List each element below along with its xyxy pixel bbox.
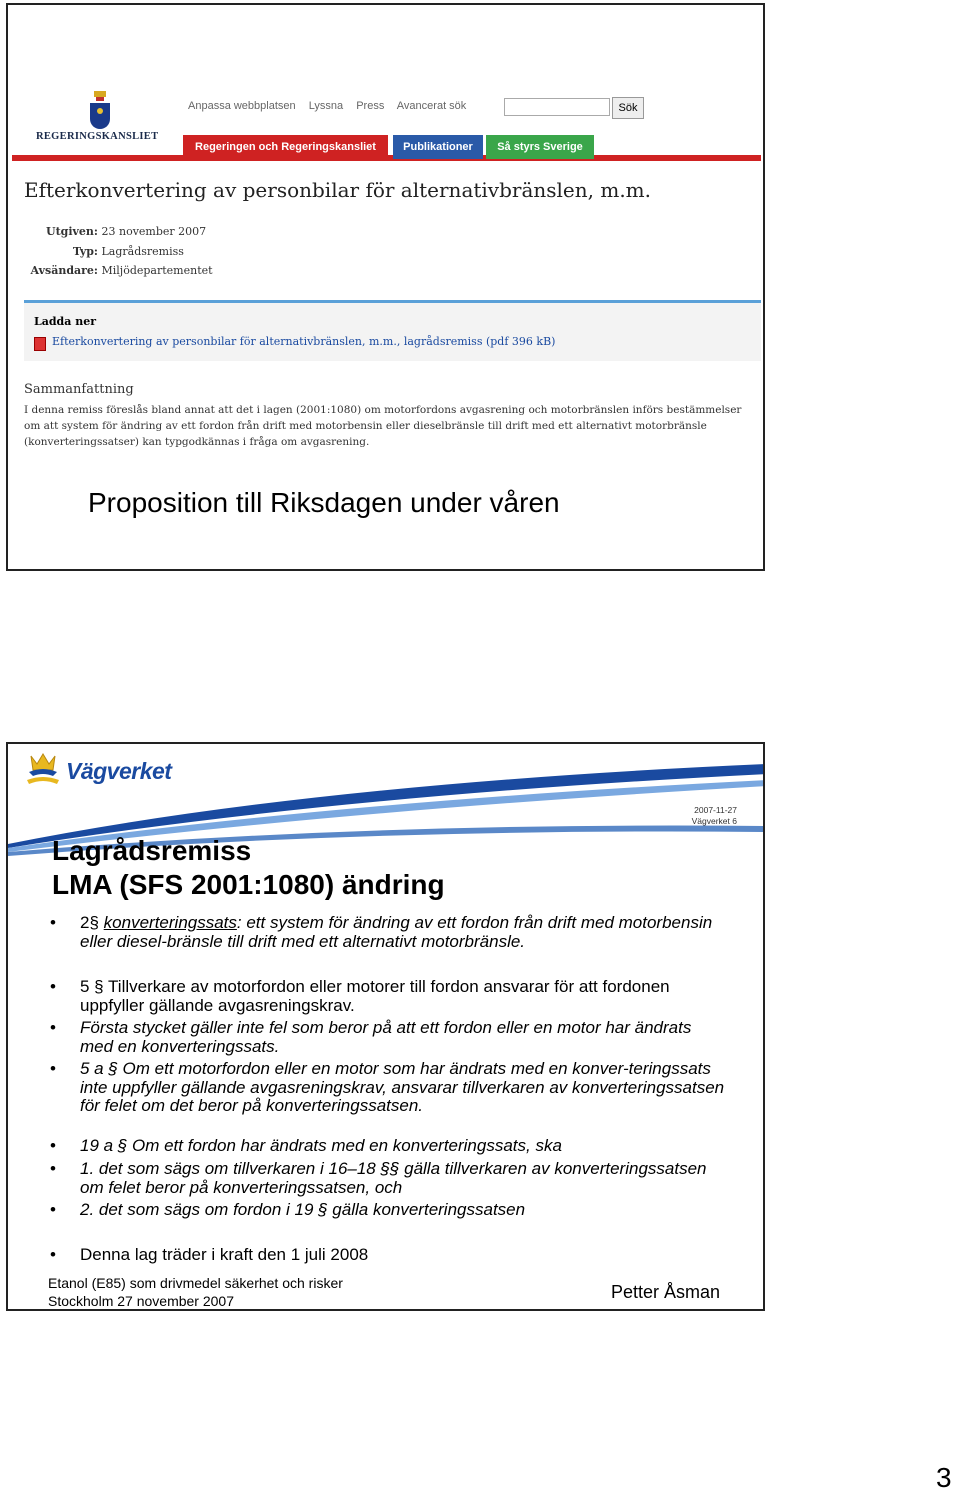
search-button[interactable]: Sök <box>612 97 644 119</box>
bullet-list <box>48 1201 728 1220</box>
bullet-list <box>48 1246 728 1265</box>
section-number: 2 <box>80 913 90 932</box>
bullet-list <box>48 914 728 951</box>
bullet-list <box>48 1019 728 1056</box>
meta-label: Avsändare: <box>30 264 98 277</box>
bullet-item <box>48 914 728 951</box>
slide-1 <box>6 3 765 571</box>
title-line: LMA (SFS 2001:1080) ändring <box>52 869 445 900</box>
meta-value: Miljödepartementet <box>101 264 213 277</box>
website-screenshot <box>12 5 761 469</box>
bullet-list <box>48 1137 728 1156</box>
slide-footer <box>48 1274 343 1310</box>
meta-row <box>24 245 184 258</box>
nav-link[interactable]: Press <box>356 100 385 112</box>
download-link[interactable]: Efterkonvertering av personbilar för alternativbränslen, m.m., lagrådsremiss (pdf 396 kB) <box>52 335 556 348</box>
footer-event: Etanol (E85) som drivmedel säkerhet och risker <box>48 1275 343 1291</box>
crown-crest-icon <box>34 85 164 153</box>
bullet-list <box>48 1060 728 1116</box>
meta-label: Typ: <box>72 245 98 258</box>
top-navigation <box>188 100 476 112</box>
tab-publikationer[interactable]: Publikationer <box>393 135 483 159</box>
section-symbol: § <box>89 913 99 932</box>
search-input[interactable] <box>504 98 610 116</box>
bullet-item: • Första stycket gäller inte fel som beror på att ett fordon eller en motor har ändrats med en konverteringssats. <box>48 1019 728 1056</box>
logo-text: REGERINGSKANSLIET <box>36 131 159 142</box>
slide-title <box>52 834 445 902</box>
download-heading: Ladda ner <box>34 315 96 328</box>
slide-date: 2007-11-27 <box>694 805 737 815</box>
nav-link[interactable]: Avancerat sök <box>396 100 467 112</box>
nav-link[interactable]: Anpassa webbplatsen <box>188 100 296 112</box>
meta-row <box>24 264 213 277</box>
bullet-item: • 5 a § Om ett motorfordon eller en motor som har ändrats med en konver-teringssats inte uppfyller gällande avgasreningskrav, ansvarar tillverkaren av konverteringssatsen för felet om det beror på konverteringssatsen. <box>48 1060 728 1116</box>
page-title: Efterkonvertering av personbilar för alternativbränslen, m.m. <box>24 178 652 202</box>
author-name: Petter Åsman <box>611 1282 721 1302</box>
bullet-item: • 2. det som sägs om fordon i 19 § gälla konverteringssatsen <box>48 1201 728 1220</box>
slide-date-info <box>692 805 737 827</box>
title-line: Lagrådsremiss <box>52 835 252 866</box>
bullet-item: • 19 a § Om ett fordon har ändrats med en konverteringssats, ska <box>48 1137 728 1156</box>
meta-row <box>24 225 206 238</box>
download-box <box>24 300 761 361</box>
nav-link[interactable]: Lyssna <box>308 100 344 112</box>
bullet-text: : ett system för ändring av ett fordon från drift med motorbensin eller diesel-bränsle till drift med ett alternativt motorbränsle. <box>80 913 713 951</box>
defined-term: konverteringssats <box>103 913 237 932</box>
slide-org-page: Vägverket 6 <box>691 816 737 826</box>
logo-text: Vägverket <box>66 758 172 784</box>
tab-regeringen[interactable]: Regeringen och Regeringskansliet <box>183 135 388 159</box>
bullet-item: • 5 § Tillverkare av motorfordon eller motorer till fordon ansvarar för att fordonen uppfyller gällande avgasreningskrav. <box>48 978 728 1015</box>
slide-caption: Proposition till Riksdagen under våren <box>88 487 560 518</box>
pdf-icon <box>34 337 46 351</box>
summary-text: I denna remiss föreslås bland annat att det i lagen (2001:1080) om motorfordons avgasrening och motorbränslen införs bestämmelser om att system för ändring av ett fordon från drift med motorbensin eller dieselbränsle till drift med ett alternativt motorbränsle (konverteringssatser) kan typgodkännas i fråga om avgasrening. <box>24 404 742 448</box>
page-number: 3 <box>936 1462 952 1493</box>
bullet-list <box>48 1160 728 1197</box>
tab-sa-styrs-sverige[interactable]: Så styrs Sverige <box>486 135 594 159</box>
meta-value: 23 november 2007 <box>101 225 207 238</box>
bullet-item: • 1. det som sägs om tillverkaren i 16–18 §§ gälla tillverkaren av konverteringssatsen om felet beror på konverteringssatsen, och <box>48 1160 728 1197</box>
footer-place-date: Stockholm 27 november 2007 <box>48 1293 234 1309</box>
crown-logo-icon <box>23 750 63 792</box>
summary-heading: Sammanfattning <box>24 382 134 397</box>
bullet-list <box>48 978 728 1015</box>
meta-label: Utgiven: <box>46 225 98 238</box>
bullet-item: • Denna lag träder i kraft den 1 juli 2008 <box>48 1246 728 1265</box>
slide-2 <box>6 742 765 1311</box>
meta-value: Lagrådsremiss <box>101 245 184 258</box>
